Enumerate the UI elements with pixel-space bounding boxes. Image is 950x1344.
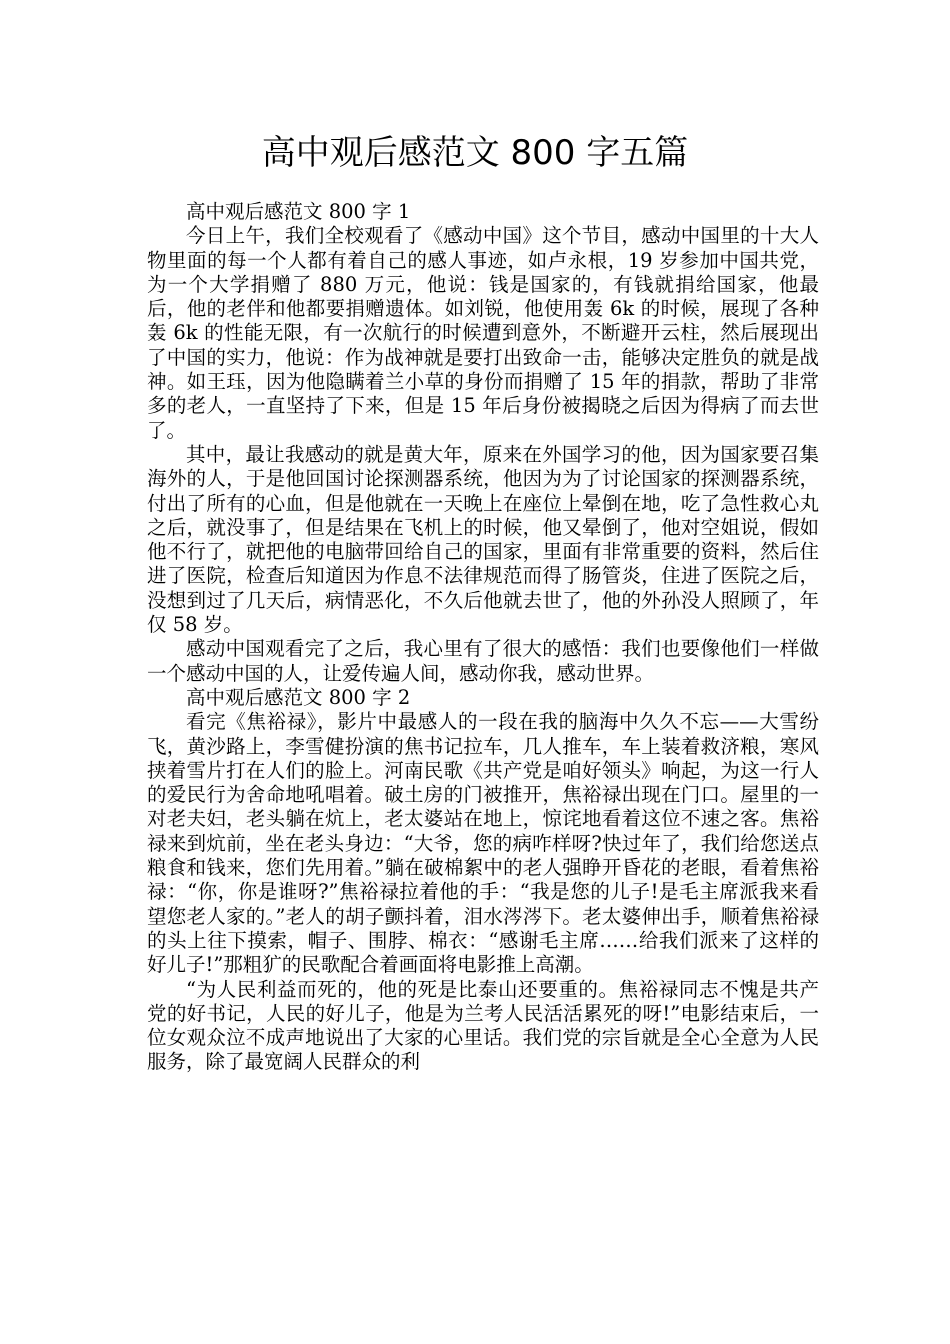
paragraph: 今日上午，我们全校观看了《感动中国》这个节目，感动中国里的十大人物里面的每一个人都有着自己的感人事迹，如卢永根，19 岁参加中国共党，为一个大学捐赠了 880 万元，他说：钱是国家的，有钱就捐给国家，他最后，他的老伴和他都要捐赠遗体。如刘锐，他使用轰 6k 的时候，展现了各种轰 6k 的性能无限，有一次航行的时候遭到意外，不断避开云柱，然后展现出了中国的实力，他说：作为战神就是要打出致命一击，能够决定胜负的就是战神。如王珏，因为他隐瞒着兰小草的身份而捐赠了 15 年的捐款，帮助了非常多的老人，一直坚持了下来，但是 15 年后身份被揭晓之后因为得病了而去世了。 [147,224,819,442]
document-title: 高中观后感范文 800 字五篇 [261,133,689,173]
section-heading-2: 高中观后感范文 800 字 2 [186,685,411,709]
paragraph: 看完《焦裕禄》，影片中最感人的一段在我的脑海中久久不忘——大雪纷飞，黄沙路上，李雪健扮演的焦书记拉车，几人推车，车上装着救济粮，寒风挟着雪片打在人们的脸上。河南民歌《共产党是咱好领头》响起，为这一行人的爱民行为舍命地吼唱着。破土房的门被推开，焦裕禄出现在门口。屋里的一对老夫妇，老头躺在炕上，老太婆站在地上，惊诧地看着这位不速之客。焦裕禄来到炕前，坐在老头身边：“大爷，您的病咋样呀?快过年了，我们给您送点粮食和钱来，您们先用着。”躺在破棉絮中的老人强睁开昏花的老眼，看着焦裕禄：“你，你是谁呀?”焦裕禄拉着他的手：“我是您的儿子!是毛主席派我来看望您老人家的。”老人的胡子颤抖着，泪水涔涔下。老太婆伸出手，顺着焦裕禄的头上往下摸索，帽子、围脖、棉衣：“感谢毛主席……给我们派来了这样的好儿子!”那粗犷的民歌配合着画面将电影推上高潮。 [147,710,819,977]
paragraph: 感动中国观看完了之后，我心里有了很大的感悟：我们也要像他们一样做一个感动中国的人，让爱传遍人间，感动你我，感动世界。 [147,637,819,685]
paragraph: “为人民利益而死的，他的死是比泰山还要重的。焦裕禄同志不愧是共产党的好书记，人民的好儿子，他是为兰考人民活活累死的呀!”电影结束后，一位女观众泣不成声地说出了大家的心里话。我们党的宗旨就是全心全意为人民服务，除了最宽阔人民群众的利 [147,977,819,1074]
document-body [147,200,819,1075]
paragraph: 其中，最让我感动的就是黄大年，原来在外国学习的他，因为国家要召集海外的人，于是他回国讨论探测器系统，他因为为了讨论国家的探测器系统，付出了所有的心血，但是他就在一天晚上在座位上晕倒在地，吃了急性救心丸之后，就没事了，但是结果在飞机上的时候，他又晕倒了，他对空姐说，假如他不行了，就把他的电脑带回给自己的国家，里面有非常重要的资料，然后住进了医院，检查后知道因为作息不法律规范而得了肠管炎，住进了医院之后，没想到过了几天后，病情恶化，不久后他就去世了，他的外孙没人照顾了，年仅 58 岁。 [147,442,819,637]
section-heading-1: 高中观后感范文 800 字 1 [186,200,411,223]
